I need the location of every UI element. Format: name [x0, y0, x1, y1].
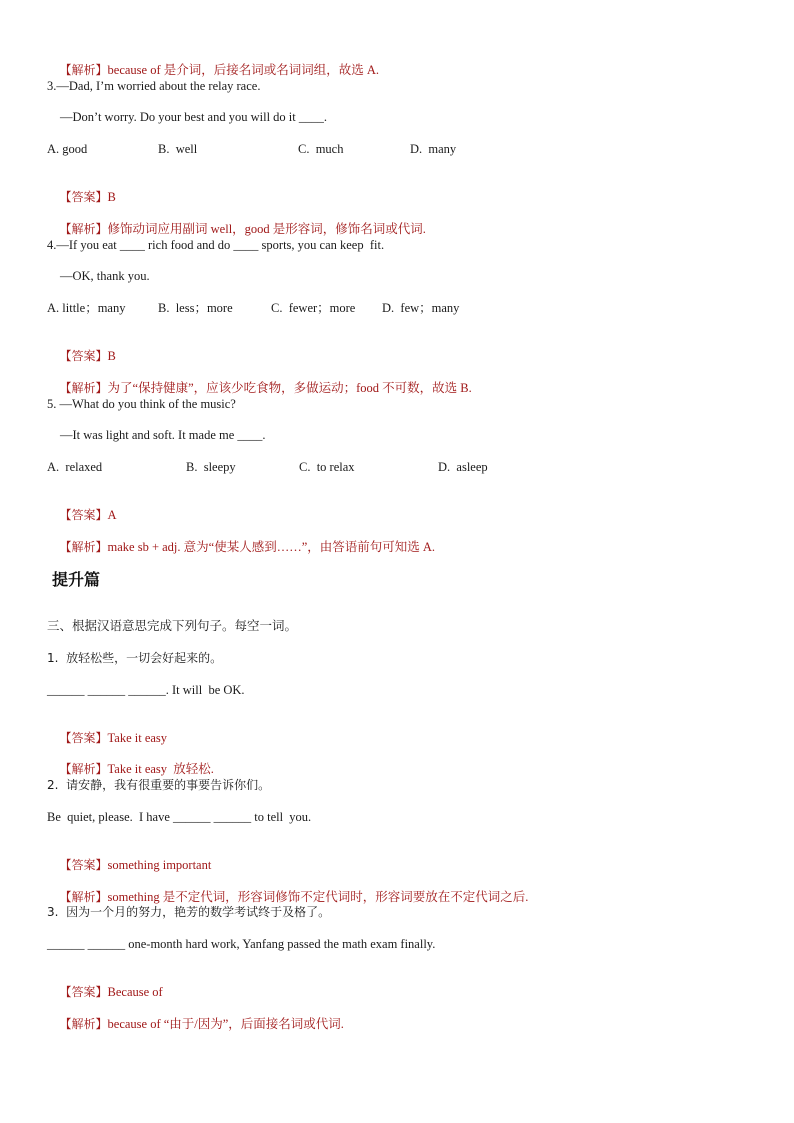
answer-text: something important	[107, 858, 212, 872]
option-b: B. sleepy	[186, 460, 236, 474]
answer-text: A	[107, 508, 117, 522]
option-d: D. few；many	[382, 301, 460, 315]
item-chinese: 1. 放轻松些，一切会好起来的。	[47, 651, 223, 665]
question-stem: 4.—If you eat ____ rich food and do ____ sports, you can keep fit.	[47, 238, 385, 252]
option-b: B. well	[158, 142, 198, 156]
answer-tag: 【答案】	[59, 985, 108, 999]
analysis-text: 修饰动词应用副词 well，good 是形容词，修饰名词或代词.	[107, 222, 426, 236]
analysis-tag: 【解析】	[59, 890, 108, 904]
item-chinese: 2. 请安静，我有很重要的事要告诉你们。	[47, 778, 271, 792]
answer-tag: 【答案】	[59, 190, 108, 204]
option-a: A. relaxed	[47, 460, 103, 474]
analysis-line	[47, 1000, 344, 1048]
analysis-tag: 【解析】	[59, 222, 108, 236]
option-a: A. good	[47, 142, 88, 156]
analysis-tag: 【解析】	[59, 1017, 108, 1031]
section-title: 三、根据汉语意思完成下列句子。每空一词。	[47, 618, 298, 633]
question-stem: 3.—Dad, I’m worried about the relay race.	[47, 79, 261, 93]
question-reply: —Don’t worry. Do your best and you will do it ____.	[60, 110, 327, 124]
option-a: A. little；many	[47, 301, 126, 315]
answer-text: Take it easy	[107, 731, 168, 745]
section-heading: 提升篇	[52, 570, 101, 589]
answer-tag: 【答案】	[59, 731, 108, 745]
analysis-text: make sb + adj. 意为“使某人感到……”，由答语前句可知选 A.	[107, 540, 436, 554]
answer-text: B	[107, 349, 116, 363]
answer-text: B	[107, 190, 116, 204]
question-reply: —It was light and soft. It made me ____.	[60, 428, 266, 442]
item-english: Be quiet, please. I have ______ ______ to tell you.	[47, 810, 312, 824]
option-b: B. less；more	[158, 301, 233, 315]
analysis-tag: 【解析】	[59, 63, 108, 77]
analysis-text: something 是不定代词，形容词修饰不定代词时，形容词要放在不定代词之后.	[107, 890, 529, 904]
question-reply: —OK, thank you.	[60, 269, 150, 283]
answer-tag: 【答案】	[59, 508, 108, 522]
analysis-tag: 【解析】	[59, 381, 108, 395]
answer-tag: 【答案】	[59, 349, 108, 363]
option-d: D. asleep	[438, 460, 488, 474]
item-chinese: 3. 因为一个月的努力，艳芳的数学考试终于及格了。	[47, 905, 331, 919]
option-d: D. many	[410, 142, 457, 156]
analysis-line	[47, 523, 435, 571]
option-c: C. to relax	[299, 460, 355, 474]
analysis-text: because of “由于/因为”，后面接名词或代词.	[107, 1017, 344, 1031]
analysis-text: Take it easy 放轻松.	[107, 762, 214, 776]
option-c: C. much	[298, 142, 344, 156]
option-c: C. fewer；more	[271, 301, 356, 315]
answer-text: Because of	[107, 985, 163, 999]
question-stem: 5. —What do you think of the music?	[47, 397, 236, 411]
item-english: ______ ______ ______. It will be OK.	[47, 683, 245, 697]
analysis-text: because of 是介词，后接名词或名词词组，故选 A.	[107, 63, 380, 77]
answer-tag: 【答案】	[59, 858, 108, 872]
analysis-tag: 【解析】	[59, 540, 108, 554]
analysis-tag: 【解析】	[59, 762, 108, 776]
item-english: ______ ______ one-month hard work, Yanfang passed the math exam finally.	[47, 937, 436, 951]
analysis-text: 为了“保持健康”，应该少吃食物，多做运动；food 不可数，故选 B.	[107, 381, 472, 395]
